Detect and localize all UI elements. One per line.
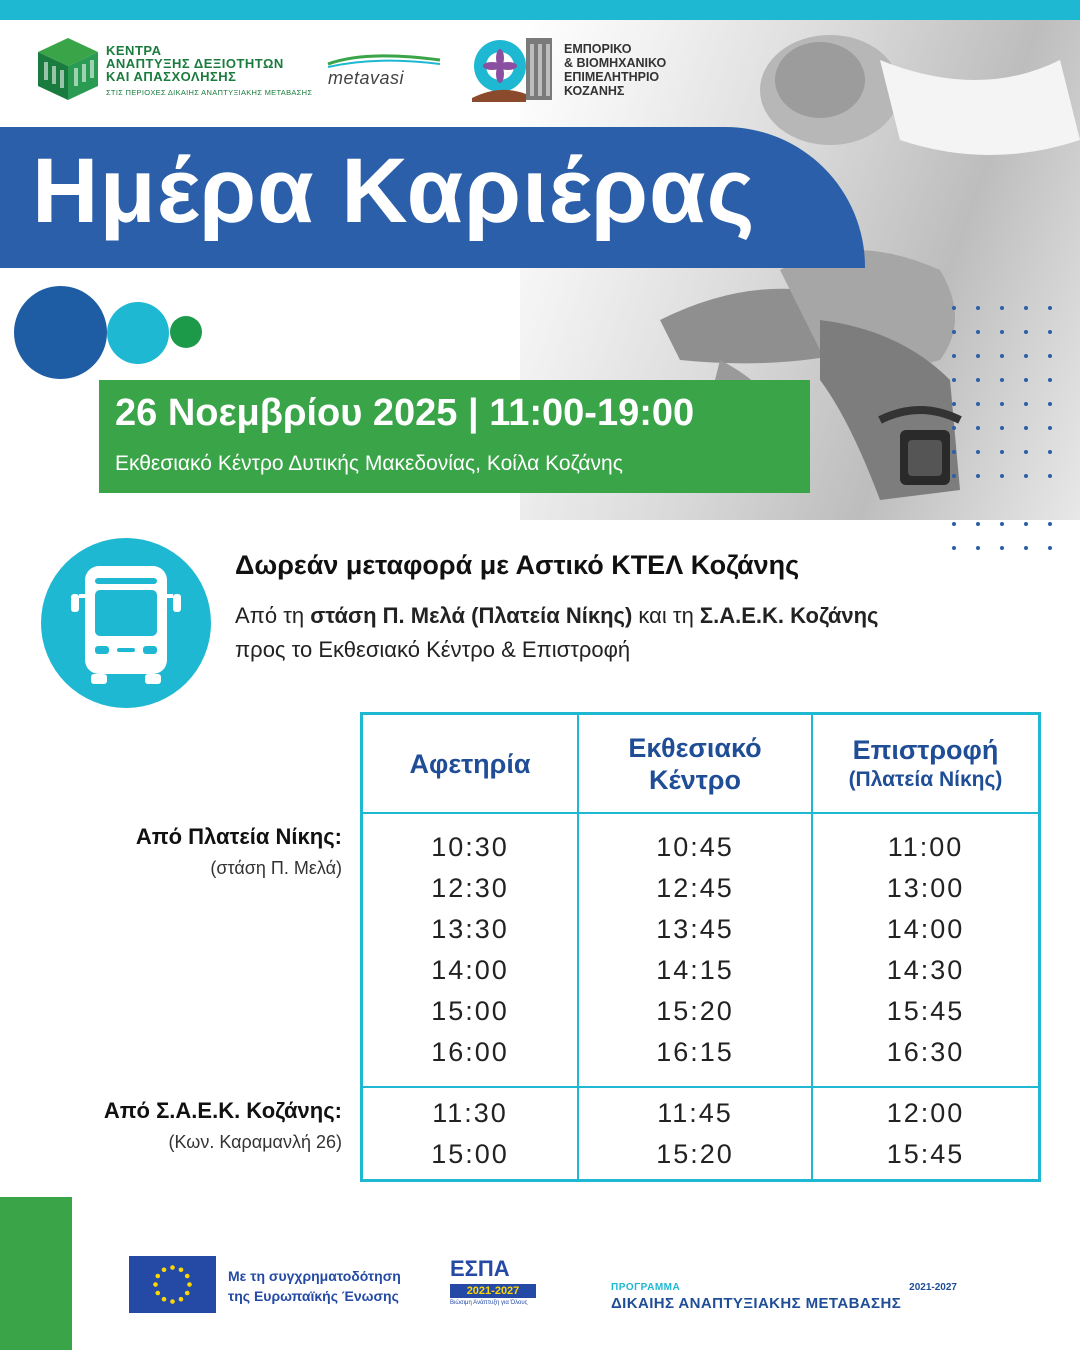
times-center-group-1	[579, 827, 811, 1073]
eu-star	[185, 1291, 190, 1296]
times-center-group-2	[579, 1093, 811, 1175]
transport-info	[235, 550, 1055, 667]
eu-stars-icon	[129, 1256, 216, 1313]
event-venue: Εκθεσιακό Κέντρο Δυτικής Μακεδονίας, Κοίλα Κοζάνης	[115, 452, 623, 475]
time-cell: 16:00	[431, 1037, 509, 1067]
decor-dot	[1048, 474, 1052, 478]
decor-dot	[952, 522, 956, 526]
time-cell: 13:45	[656, 914, 734, 944]
decor-dot	[1000, 402, 1004, 406]
eu-star	[170, 1299, 175, 1304]
decor-dot	[1024, 306, 1028, 310]
decor-dot	[1048, 330, 1052, 334]
header-return: Επιστροφή (Πλατεία Νίκης)	[848, 735, 1003, 791]
decor-dot	[1000, 474, 1004, 478]
group-divider	[363, 1086, 1038, 1088]
decor-dot	[1000, 354, 1004, 358]
time-cell: 14:15	[656, 955, 734, 985]
time-cell: 11:00	[887, 832, 964, 862]
decor-dot	[1024, 426, 1028, 430]
event-date-box	[99, 380, 810, 493]
times-start-group-2	[363, 1093, 577, 1175]
decor-dot	[1024, 378, 1028, 382]
decor-dot	[1024, 474, 1028, 478]
times-start-group-1	[363, 827, 577, 1073]
time-cell: 10:30	[431, 832, 509, 862]
kdaa-subtitle: ΣΤΙΣ ΠΕΡΙΟΧΕΣ ΔΙΚΑΙΗΣ ΑΝΑΠΤΥΞΙΑΚΗΣ ΜΕΤΑΒΑΣΗΣ	[106, 88, 313, 97]
partner-logos	[30, 28, 730, 108]
decor-dot	[952, 354, 956, 358]
time-cell: 15:45	[886, 1139, 965, 1169]
eu-star	[179, 1297, 184, 1302]
eu-star	[185, 1274, 190, 1279]
decor-dot	[1024, 402, 1028, 406]
decor-dot	[1048, 354, 1052, 358]
decor-dot	[976, 522, 980, 526]
eu-cofunding-text: Με τη συγχρηματοδότηση της Ευρωπαϊκής Ένωσης	[228, 1268, 401, 1304]
kdaa-cube-icon	[30, 30, 106, 102]
time-cell: 16:15	[656, 1037, 734, 1067]
decor-dot	[1048, 378, 1052, 382]
time-cell: 14:00	[886, 914, 965, 944]
decor-dot	[976, 474, 980, 478]
bus-icon	[41, 538, 211, 708]
decor-dot	[1000, 306, 1004, 310]
transport-description: Από τη στάση Π. Μελά (Πλατεία Νίκης) και τη Σ.Α.Ε.Κ. Κοζάνης προς το Εκθεσιακό Κέντρο & Επιστροφή	[235, 603, 879, 662]
eu-star	[153, 1282, 158, 1287]
decor-dot	[952, 306, 956, 310]
decor-dot	[976, 306, 980, 310]
decor-dot	[1048, 306, 1052, 310]
kdaa-name: ΚΕΝΤΡΑ ΑΝΑΠΤΥΞΗΣ ΔΕΞΙΟΤΗΤΩΝ ΚΑΙ ΑΠΑΣΧΟΛΗΣΗΣ	[106, 43, 284, 84]
time-cell: 11:30	[432, 1098, 508, 1128]
decor-dot	[1048, 426, 1052, 430]
page-title: Ημέρα Καριέρας	[32, 140, 756, 242]
eu-star	[162, 1297, 167, 1302]
time-cell: 14:30	[886, 955, 965, 985]
decor-dot	[952, 426, 956, 430]
decor-dot	[976, 402, 980, 406]
decor-dot	[952, 450, 956, 454]
decor-dot	[1024, 522, 1028, 526]
decor-dot	[1000, 378, 1004, 382]
time-cell: 15:00	[431, 996, 509, 1026]
decor-dot	[1048, 402, 1052, 406]
decor-circle-small	[170, 316, 202, 348]
eu-star	[187, 1282, 192, 1287]
eu-star	[155, 1291, 160, 1296]
time-cell: 12:00	[886, 1098, 965, 1128]
eu-star	[170, 1265, 175, 1270]
time-cell: 13:30	[431, 914, 509, 944]
decor-dot-grid	[952, 306, 1072, 576]
eu-flag-icon	[129, 1256, 216, 1313]
time-cell: 16:30	[886, 1037, 965, 1067]
time-cell: 15:00	[431, 1139, 509, 1169]
decor-dot	[976, 426, 980, 430]
route-label-saek: Από Σ.Α.Ε.Κ. Κοζάνης: (Κων. Καραμανλή 26)	[103, 1098, 342, 1152]
time-cell: 14:00	[431, 955, 509, 985]
decor-dot	[952, 402, 956, 406]
decor-dot	[1024, 450, 1028, 454]
bus-glyph-icon	[41, 538, 211, 708]
eu-star	[162, 1267, 167, 1272]
decor-dot	[1048, 450, 1052, 454]
decor-dot	[1000, 330, 1004, 334]
top-accent-strip	[0, 0, 1080, 20]
ebe-emblem-icon	[470, 28, 562, 104]
metavasi-logo: metavasi	[326, 50, 444, 90]
footer-green-accent	[0, 1197, 72, 1350]
time-cell: 12:30	[431, 873, 509, 903]
decor-circle-medium	[107, 302, 169, 364]
decor-dot	[976, 354, 980, 358]
time-cell: 15:20	[656, 1139, 734, 1169]
decor-dot	[1024, 354, 1028, 358]
schedule-table	[360, 712, 1041, 1182]
header-start: Αφετηρία	[409, 749, 531, 779]
decor-dot	[952, 330, 956, 334]
program-logo: ΠΡΟΓΡΑΜΜΑ 2021-2027 ΔΙΚΑΙΗΣ ΑΝΑΠΤΥΞΙΑΚΗΣ ΜΕΤΑΒΑΣΗΣ	[611, 1282, 957, 1312]
time-cell: 10:45	[656, 832, 734, 862]
kdaa-logo	[30, 30, 330, 102]
header-exhibition-center: Εκθεσιακό Κέντρο	[628, 733, 762, 795]
espa-logo: ΕΣΠΑ 2021-2027 Βιώσιμη Ανάπτυξη για Όλους	[446, 1256, 538, 1312]
decor-dot	[1000, 426, 1004, 430]
time-cell: 15:45	[886, 996, 965, 1026]
decor-circle-large	[14, 286, 107, 379]
time-cell: 11:45	[657, 1098, 733, 1128]
decor-dot	[1024, 330, 1028, 334]
event-date-time: 26 Νοεμβρίου 2025 | 11:00-19:00	[115, 392, 695, 434]
eu-star	[179, 1267, 184, 1272]
transport-heading: Δωρεάν μεταφορά με Αστικό ΚΤΕΛ Κοζάνης	[235, 550, 800, 580]
decor-dot	[976, 330, 980, 334]
times-return-group-2	[813, 1093, 1038, 1175]
time-cell: 12:45	[656, 873, 734, 903]
ebe-kozanis-logo: ΕΜΠΟΡΙΚΟ & ΒΙΟΜΗΧΑΝΙΚΟ ΕΠΙΜΕΛΗΤΗΡΙΟ ΚΟΖΑΝΗΣ	[470, 28, 730, 104]
decor-dot	[976, 450, 980, 454]
decor-dot	[1000, 522, 1004, 526]
metavasi-swoosh-icon	[326, 50, 444, 70]
times-return-group-1	[813, 827, 1038, 1073]
decor-dot	[952, 474, 956, 478]
eu-star	[155, 1274, 160, 1279]
decor-dot	[952, 378, 956, 382]
title-banner	[0, 127, 865, 268]
time-cell: 13:00	[886, 873, 965, 903]
route-label-plateia-nikis: Από Πλατεία Νίκης: (στάση Π. Μελά)	[135, 824, 342, 878]
decor-dot	[1000, 450, 1004, 454]
decor-dot	[1048, 522, 1052, 526]
time-cell: 15:20	[656, 996, 734, 1026]
decor-dot	[976, 378, 980, 382]
